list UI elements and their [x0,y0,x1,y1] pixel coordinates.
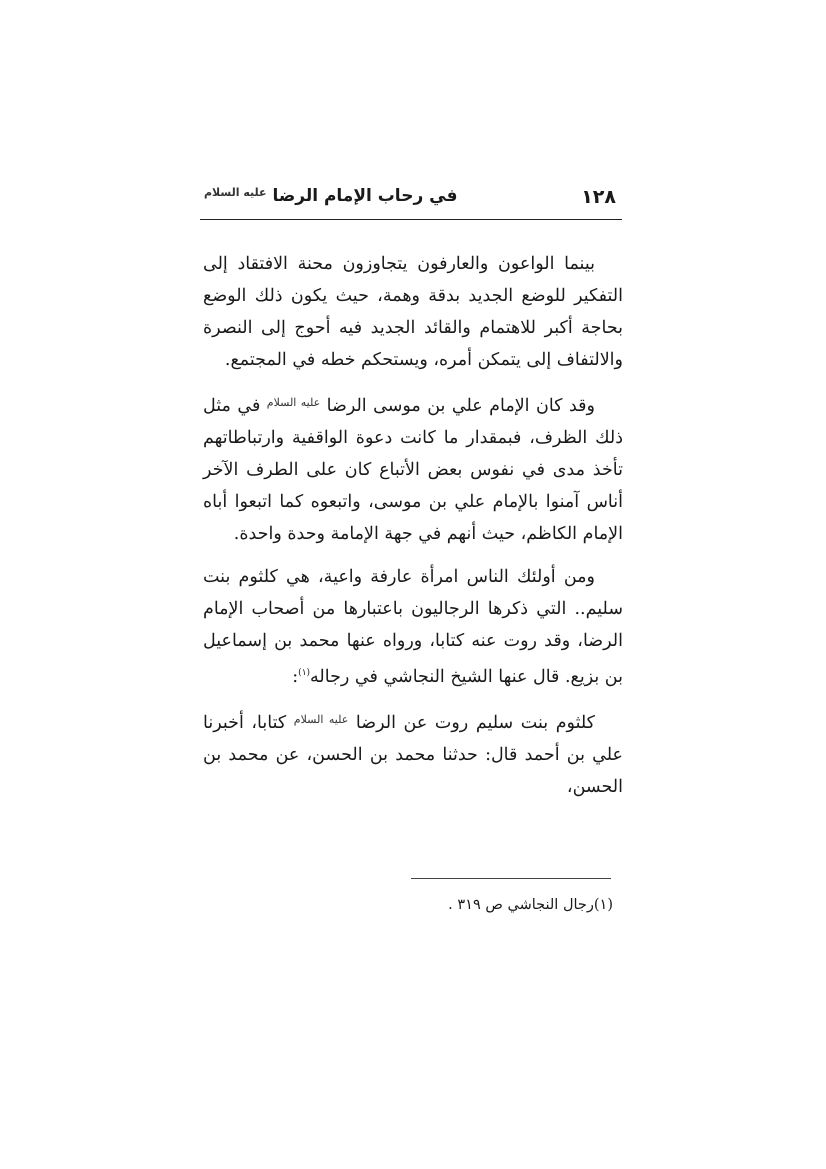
paragraph-text: في مثل ذلك الظرف، فبمقدار ما كانت دعوة الواقفية وارتباطاتهم تأخذ مدى في نفوس بعض الأتباع كان على الطرف الآخر أناس آمنوا بالإمام علي بن موسى، واتبعوه كما اتبعوا أباه الإمام الكاظم، حيث أنهم في جهة الإمامة وحدة واحدة. [203,396,623,544]
paragraph-1 [203,248,623,376]
footnote-divider [411,878,611,879]
paragraph-text: ومن أولئك الناس امرأة عارفة واعية، هي كلثوم بنت سليم.. التي ذكرها الرجاليون باعتبارها من أصحاب الإمام الرضا، وقد روت عنه كتابا، ورواه عنها محمد بن إسماعيل بن بزيع. قال عنها الشيخ النجاشي في رجاله [203,567,623,687]
paragraph-3 [203,561,623,693]
paragraph-text: كتابا، أخبرنا علي بن أحمد قال: حدثنا محمد بن الحسن، عن محمد بن الحسن، [203,713,623,797]
running-title-text: في رحاب الإمام الرضا [272,186,458,206]
running-title [204,186,457,206]
paragraph-text: كلثوم بنت سليم روت عن الرضا [355,713,595,733]
page-number: ١٢٨ [581,186,616,208]
honorific-glyph: عليه السلام [204,186,267,199]
main-text [203,248,623,803]
honorific-glyph: عليه السلام [293,713,349,726]
paragraph-4 [203,704,623,803]
paragraph-text: بينما الواعون والعارفون يتجاوزون محنة الافتقاد إلى التفكير للوضع الجديد بدقة وهمة، حيث يكون ذلك الوضع بحاجة أكبر للاهتمام والقائد الجديد فيه أحوج إلى النصرة والالتفاف إلى يتمكن أمره، ويستحكم خطه في المجتمع. [203,254,623,370]
footnote-reference[interactable]: (١) [298,668,311,678]
footnote-text: (١)رجال النجاشي ص ٣١٩ . [448,897,613,913]
honorific-glyph: عليه السلام [266,396,321,409]
page-header [200,186,620,216]
paragraph-text: : [292,667,299,687]
footnote [203,894,613,916]
header-divider [200,219,622,220]
paragraph-text: وقد كان الإمام علي بن موسى الرضا [326,396,595,416]
paragraph-2 [203,387,623,550]
